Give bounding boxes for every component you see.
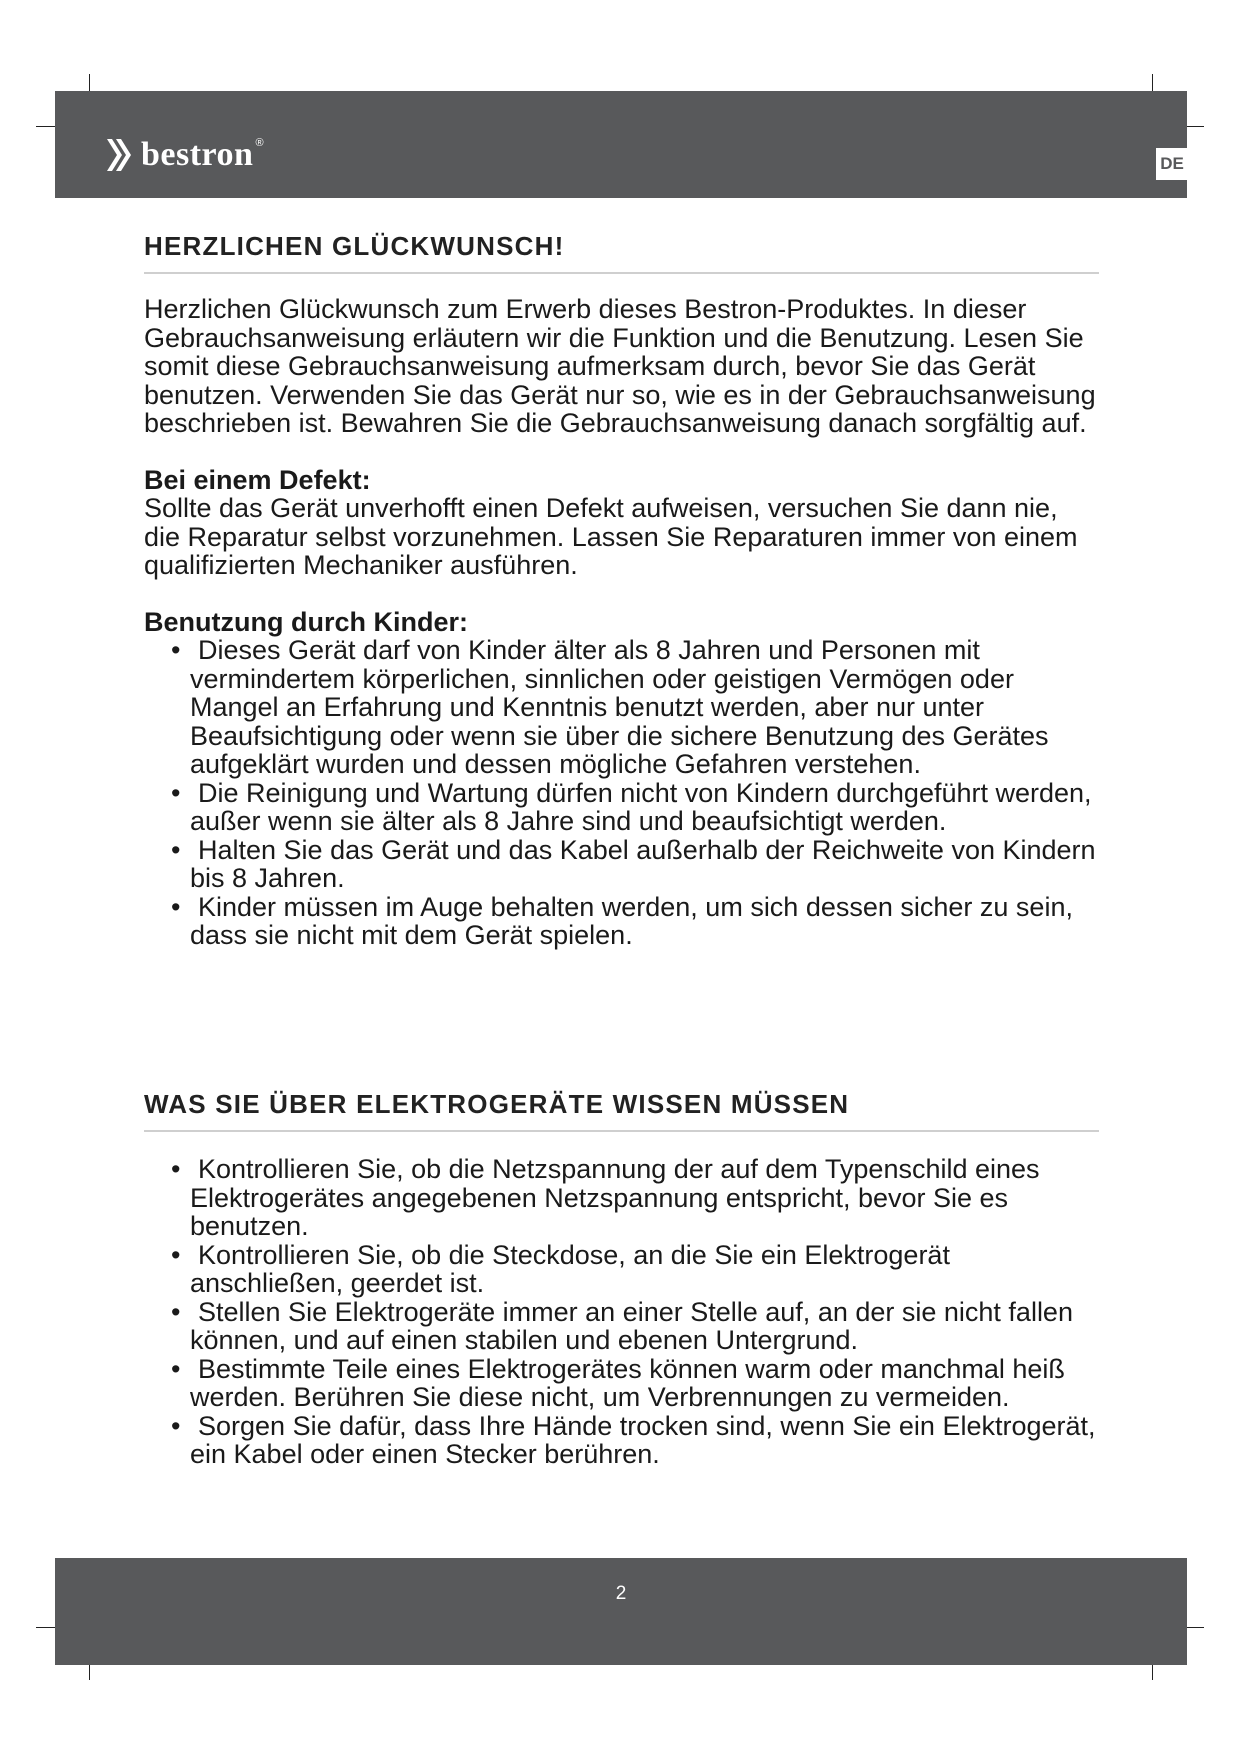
list-item: • Stellen Sie Elektrogeräte immer an einer Stelle auf, an der sie nicht fallen können, und auf einen stabilen und ebenen Untergrund. [144,1298,1099,1355]
list-item: • Bestimmte Teile eines Elektrogerätes können warm oder manchmal heiß werden. Berühren Sie diese nicht, um Verbrennungen zu vermeiden. [144,1355,1099,1412]
list-item: • Kontrollieren Sie, ob die Steckdose, an die Sie ein Elektrogerät anschließen, geerdet ist. [144,1241,1099,1298]
bestron-logo [105,135,264,175]
chevron-logo-icon [105,135,135,175]
page-number: 2 [615,1583,627,1604]
list-item: • Dieses Gerät darf von Kinder älter als 8 Jahren und Personen mit vermindertem körperlichen, sinnlichen oder geistigen Vermögen oder Mangel an Erfahrung und Kenntnis benutzt werden, aber nur unter Beaufsichtigung oder wenn sie über die sichere Benutzung des Gerätes aufgeklärt wurden und dessen mögliche Gefahren verstehen. [144,636,1099,779]
section-divider [144,1130,1099,1132]
intro-paragraph: Herzlichen Glückwunsch zum Erwerb dieses Bestron-Produktes. In dieser Gebrauchsanweisung erläutern wir die Funktion und die Benutzung. Lesen Sie somit diese Gebrauchsanweisung aufmerksam durch, bevor Sie das Gerät benutzen. Verwenden Sie das Gerät nur so, wie es in der Gebrauchsanweisung beschrieben ist. Bewahren Sie die Gebrauchsanweisung danach sorgfältig auf. [144,294,1096,438]
list-item: • Sorgen Sie dafür, dass Ihre Hände trocken sind, wenn Sie ein Elektrogerät, ein Kabel oder einen Stecker berühren. [144,1412,1099,1469]
page-footer [55,1558,1187,1665]
section-title: WAS SIE ÜBER ELEKTROGERÄTE WISSEN MÜSSEN [144,1089,850,1119]
appliance-safety-list [144,1155,1099,1469]
language-badge: DE [1156,148,1188,180]
list-item: • Kinder müssen im Auge behalten werden, um sich dessen sicher zu sein, dass sie nicht mit dem Gerät spielen. [144,893,1099,950]
defect-heading: Bei einem Defekt: [144,464,371,495]
children-heading: Benutzung durch Kinder: [144,606,468,637]
list-item: • Halten Sie das Gerät und das Kabel außerhalb der Reichweite von Kindern bis 8 Jahren. [144,836,1099,893]
defect-paragraph: Sollte das Gerät unverhofft einen Defekt aufweisen, versuchen Sie dann nie, die Reparatur selbst vorzunehmen. Lassen Sie Reparaturen immer von einem qualifizierten Mechaniker ausführen. [144,493,1078,580]
list-item: • Die Reinigung und Wartung dürfen nicht von Kindern durchgeführt werden, außer wenn sie älter als 8 Jahre sind und beaufsichtigt werden. [144,779,1099,836]
section-electrical-appliances [144,1088,1099,1469]
registered-mark: ® [255,137,264,149]
list-item: • Kontrollieren Sie, ob die Netzspannung der auf dem Typenschild eines Elektrogerätes angegebenen Netzspannung entspricht, bevor Sie es benutzen. [144,1155,1099,1241]
section-divider [144,272,1099,274]
children-list [144,636,1099,950]
section-title: HERZLICHEN GLÜCKWUNSCH! [144,231,565,261]
section-congratulations [144,230,1099,950]
brand-name: bestron [141,136,254,173]
page-header [55,91,1187,198]
